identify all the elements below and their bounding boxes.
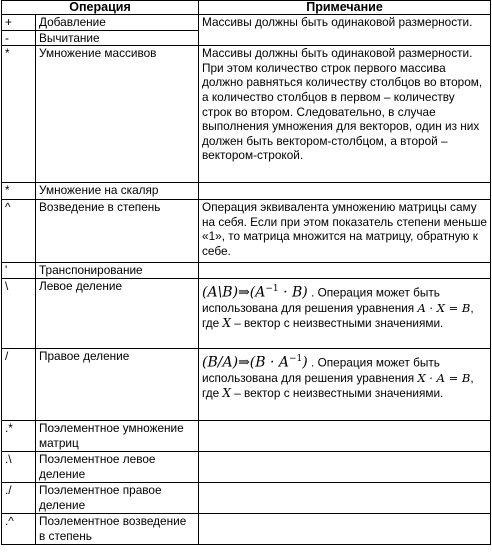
note-text: – вектор с неизвестными значениями.: [234, 386, 444, 401]
note-text: , где: [202, 371, 474, 401]
table-row: [2, 46, 491, 183]
equation: X · A = B: [417, 371, 471, 386]
op-name: Поэлементное возведение в степень: [36, 514, 199, 545]
op-note: [199, 452, 491, 483]
formula-part: (B/A): [202, 354, 239, 371]
op-note: [199, 349, 491, 421]
formula-part: · B): [278, 284, 308, 301]
op-note: [199, 421, 491, 452]
unknown-variable: X: [222, 316, 231, 331]
op-symbol: *: [2, 46, 36, 183]
implies-symbol: ⇒: [238, 284, 250, 301]
op-symbol: +: [2, 15, 36, 31]
right-division-formula: [202, 352, 308, 370]
table-row: [2, 349, 491, 421]
op-symbol: ./: [2, 483, 36, 514]
op-note: [199, 514, 491, 545]
table-header-row: [2, 1, 491, 15]
formula-exponent: −1: [289, 354, 303, 365]
table-row: [2, 483, 491, 514]
op-name: Левое деление: [36, 279, 199, 349]
unknown-variable: X: [222, 386, 231, 401]
op-note: [199, 183, 491, 200]
table-row: [2, 183, 491, 200]
op-note: Массивы должны быть одинаковой размерности.: [199, 15, 491, 46]
op-name: Возведение в степень: [36, 200, 199, 263]
op-symbol: ^: [2, 200, 36, 263]
op-name: Вычитание: [36, 30, 199, 46]
header-operation: Операция: [2, 1, 199, 15]
op-name: Поэлементное левое деление: [36, 452, 199, 483]
op-note: [199, 279, 491, 349]
table-row: [2, 279, 491, 349]
op-symbol: .*: [2, 421, 36, 452]
op-symbol: .^: [2, 514, 36, 545]
implies-symbol: ⇒: [238, 354, 250, 371]
table-row: [2, 200, 491, 263]
formula-exponent: −1: [265, 284, 279, 295]
op-symbol: -: [2, 30, 36, 46]
op-name: Правое деление: [36, 349, 199, 421]
equation: A · X = B: [417, 301, 471, 316]
note-text: . Операция может быть использована для решения уравнения: [202, 285, 440, 316]
op-note: [199, 263, 491, 279]
op-name: Поэлементное умножение матриц: [36, 421, 199, 452]
op-note: Операция эквивалента умножению матрицы саму на себя. Если при этом показатель степени меньше «1», то матрица множится на матрицу, обратную к себе.: [199, 200, 491, 263]
note-text: . Операция может быть использована для решения уравнения: [202, 355, 440, 386]
formula-part: (A\B): [202, 284, 239, 301]
operations-table: [1, 0, 491, 545]
op-name: Умножение на скаляр: [36, 183, 199, 200]
table-row: [2, 421, 491, 452]
formula-part: (B · A: [249, 354, 290, 371]
header-note: Примечание: [199, 1, 491, 15]
formula-part: ): [302, 354, 308, 371]
op-symbol: .\: [2, 452, 36, 483]
op-symbol: /: [2, 349, 36, 421]
op-name: Поэлементное правое деление: [36, 483, 199, 514]
op-name: Транспонирование: [36, 263, 199, 279]
table-row: [2, 514, 491, 545]
op-note: Массивы должны быть одинаковой размерности. При этом количество строк первого массива должно равняться количеству столбцов во втором, а количество столбцов в первом – количеству строк во втором. Следовательно, в случае выполнения умножения для векторов, один из них должен быть вектором-столбцом, а второй – вектором-строкой.: [199, 46, 491, 183]
op-symbol: *: [2, 183, 36, 200]
left-division-formula: [202, 282, 308, 300]
op-name: Умножение массивов: [36, 46, 199, 183]
op-symbol: ': [2, 263, 36, 279]
op-symbol: \: [2, 279, 36, 349]
table-row: [2, 452, 491, 483]
table-row: [2, 15, 491, 31]
table-row: [2, 263, 491, 279]
op-note: [199, 483, 491, 514]
note-text: , где: [202, 301, 474, 331]
op-name: Добавление: [36, 15, 199, 31]
note-text: – вектор с неизвестными значениями.: [234, 316, 444, 331]
formula-part: (A: [249, 284, 266, 301]
